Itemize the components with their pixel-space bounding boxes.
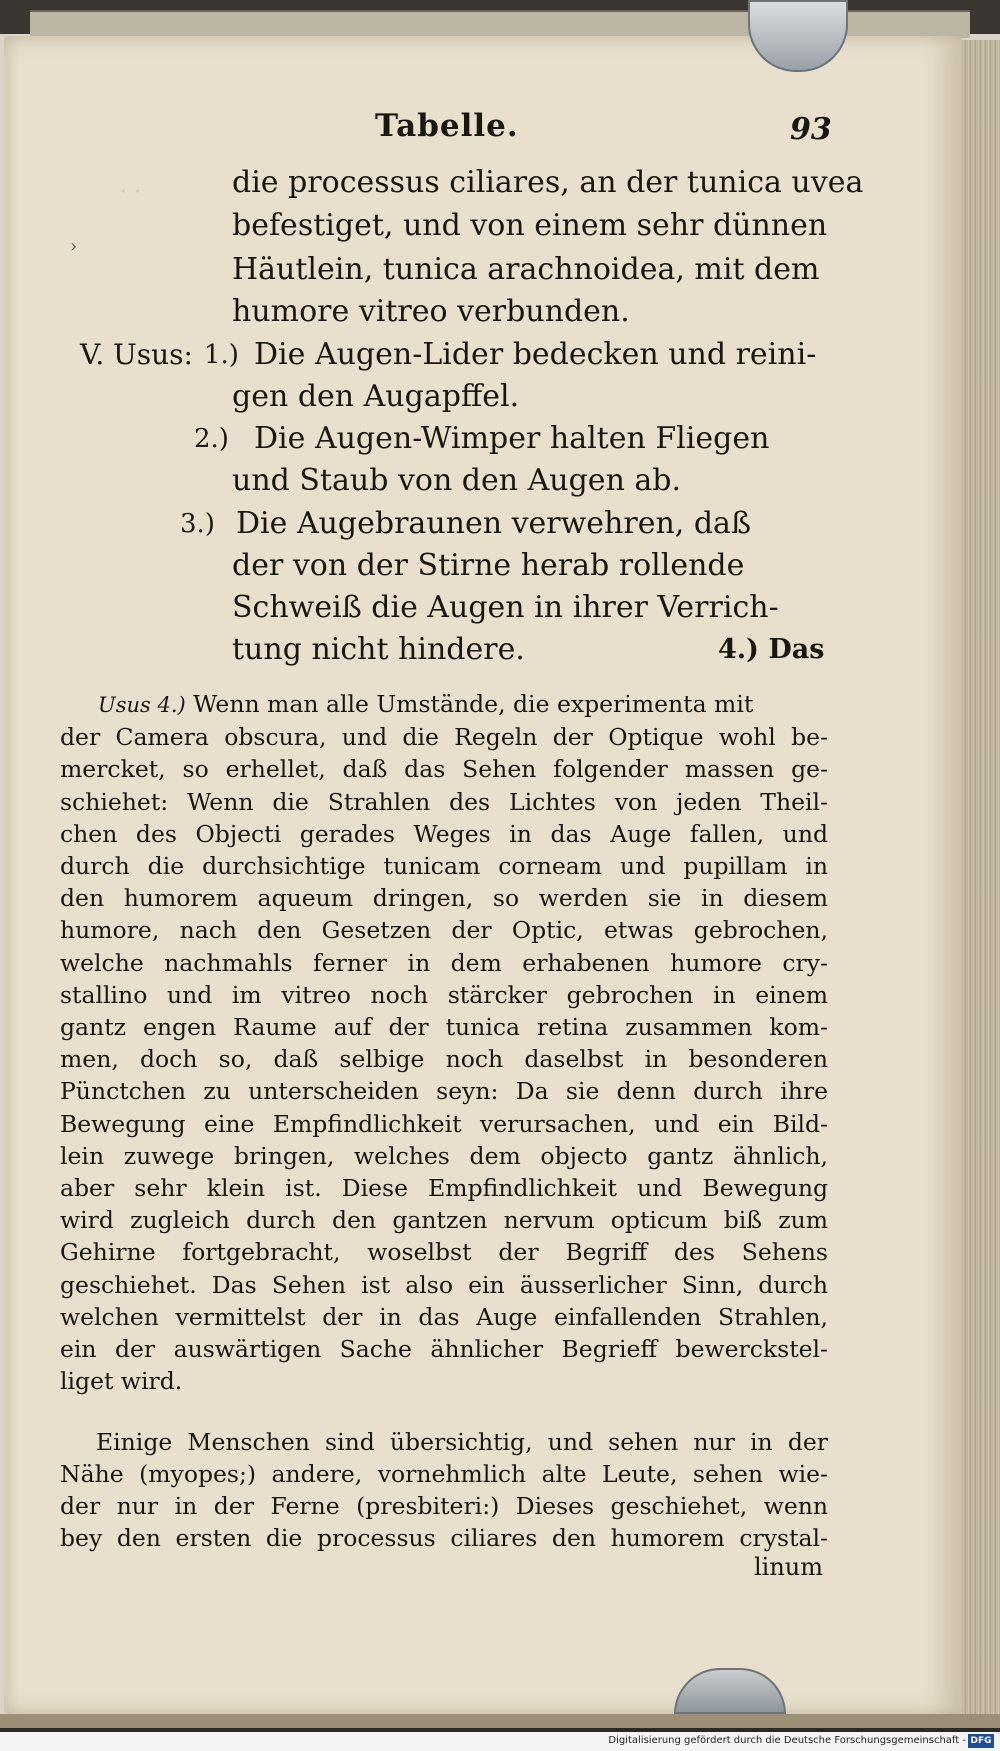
usus-item3-line2: der von der Stirne herab rollende (232, 548, 745, 583)
note-line-15: lein zuwege bringen, welches dem objecto gantz ähnlich, (60, 1141, 828, 1170)
usus-item3-number: 3.) (180, 509, 215, 539)
usus-label: V. Usus: (80, 338, 193, 371)
book-bottom-edge (0, 1714, 1000, 1728)
bleed-through-mark: · · (120, 180, 141, 205)
catchword-bottom: linum (754, 1553, 824, 1581)
usus-item2-line1: Die Augen-Wimper halten Fliegen (254, 421, 770, 456)
note-line-7: den humorem aqueum dringen, so werden sie in diesem (60, 884, 828, 913)
note-line-10: stallino und im vitreo noch stärcker gebrochen in einem (60, 980, 828, 1009)
page-header-title: Tabelle. (375, 108, 519, 144)
note-line-21: ein der auswärtigen Sache ähnlicher Begrieff bewerckstel- (60, 1335, 828, 1364)
note-line-2: der Camera obscura, und die Regeln der Optique wohl be- (60, 723, 828, 752)
note-line-17: wird zugleich durch den gantzen nervum opticum biß zum (60, 1206, 828, 1235)
usus-item3-line4: tung nicht hindere. (232, 632, 525, 667)
margin-mark: › (70, 236, 78, 257)
usus-item3-line3: Schweiß die Augen in ihrer Verrich- (232, 590, 779, 625)
note-line-16: aber sehr klein ist. Diese Empfindlichkeit und Bewegung (60, 1174, 828, 1203)
usus-item3-line1: Die Augebraunen verwehren, daß (236, 506, 751, 541)
note-line-1: Usus 4.) Wenn man alle Umstände, die experimenta mit (98, 690, 754, 718)
note-line-14: Bewegung eine Empfindlichkeit verursachen, und ein Bild- (60, 1109, 828, 1138)
usus-item2-line2: und Staub von den Augen ab. (232, 463, 682, 498)
para2-line-1: Einige Menschen sind übersichtig, und sehen nur in der (96, 1428, 828, 1456)
para2-line-2: Nähe (myopes;) andere, vornehmlich alte Leute, sehen wie- (60, 1460, 828, 1488)
upper-line-4: humore vitreo verbunden. (232, 294, 630, 329)
note-line-6: durch die durchsichtige tunicam corneam und pupillam in (60, 852, 828, 881)
dfg-logo: DFG (968, 1734, 994, 1748)
note-line-8: humore, nach den Gesetzen der Optic, etwas gebrochen, (60, 916, 828, 945)
catchword-usus: 4.) Das (718, 634, 825, 665)
page-number: 93 (790, 112, 832, 147)
note-line-3: mercket, so erhellet, daß das Sehen folgender massen ge- (60, 755, 828, 784)
upper-line-3: Häutlein, tunica arachnoidea, mit dem (232, 252, 820, 287)
paragraph-2 (60, 1426, 828, 1554)
note-paragraph (60, 688, 828, 1397)
usus-item2-number: 2.) (194, 424, 229, 454)
note-line-18: Gehirne fortgebracht, woselbst der Begriff des Sehens (60, 1238, 828, 1267)
usus-item1-line1: Die Augen-Lider bedecken und reini- (254, 337, 817, 372)
upper-line-2: befestiget, und von einem sehr dünnen (232, 208, 828, 243)
note-marginal-label: Usus 4.) (98, 693, 186, 717)
note-line-13: Pünctchen zu unterscheiden seyn: Da sie denn durch ihre (60, 1077, 828, 1106)
note-line-22: liget wird. (60, 1367, 183, 1396)
note-line-12: men, doch so, daß selbige noch daselbst in besonderen (60, 1045, 828, 1074)
usus-item1-line2: gen den Augapffel. (232, 379, 520, 414)
note-line-9: welche nachmahls ferner in dem erhabenen humore cry- (60, 948, 828, 977)
note-line-20: welchen vermittelst der in das Auge einfallenden Strahlen, (60, 1302, 828, 1331)
note-line-4: schiehet: Wenn die Strahlen des Lichtes von jeden Theil- (60, 787, 828, 816)
footer-credit: Digitalisierung gefördert durch die Deutsche Forschungsgemeinschaft - (608, 1735, 966, 1746)
note-line-5: chen des Objecti gerades Weges in das Auge fallen, und (60, 819, 828, 848)
para2-line-3: der nur in der Ferne (presbiteri:) Dieses geschiehet, wenn (60, 1492, 828, 1520)
book-fore-edge (962, 40, 1000, 1720)
para2-line-4: bey den ersten die processus ciliares den humorem crystal- (60, 1524, 828, 1552)
note-line-19: geschiehet. Das Sehen ist also ein äusserlicher Sinn, durch (60, 1270, 828, 1299)
upper-line-1: die processus ciliares, an der tunica uvea (232, 165, 864, 200)
usus-item1-number: 1.) (204, 340, 239, 370)
note-line-11: gantz engen Raume auf der tunica retina zusammen kom- (60, 1013, 828, 1042)
